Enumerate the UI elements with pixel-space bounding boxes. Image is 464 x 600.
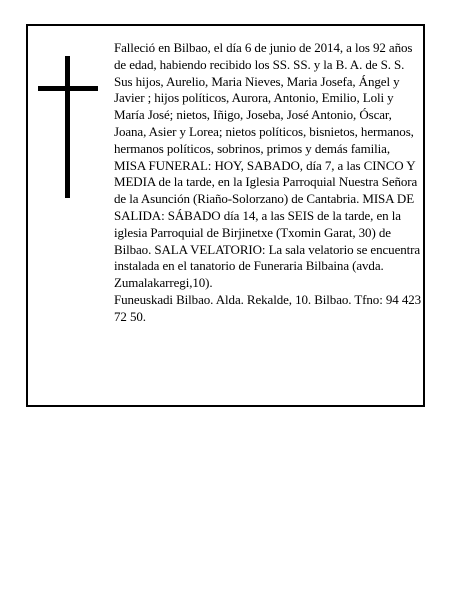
family-list: Sus hijos, Aurelio, Maria Nieves, Maria Josefa, Ángel y Javier ; hijos políticos, Aurora, Antonio, Emilio, Loli y María José; nietos, Iñigo, Joseba, José Antonio, Óscar, Joana, Asier y Lorea; nietos políticos, bisnietos, hermanos, hermanos políticos, sobrinos, primos y demás familia, <box>114 73 414 156</box>
obituary-notice <box>26 24 425 407</box>
cross-horizontal-bar <box>38 86 98 91</box>
ceremony-details: MISA FUNERAL: HOY, SABADO, día 7, a las CINCO Y MEDIA de la tarde, en la Iglesia Parroquial Nuestra Señora de la Asunción (Riaño-Solorzano) de Cantabria. MISA DE SALIDA: SÁBADO día 14, a las SEIS de la tarde, en la iglesia Parroquial de Birjinetxe (Txomin Garat, 30) de Bilbao. SALA VELATORIO: La sala velatorio se encuentra instalada en el tanatorio de Funeraria Bilbaina (avda. Zumalakarregi,10). <box>114 157 421 291</box>
funeral-home-contact: Funeuskadi Bilbao. Alda. Rekalde, 10. Bilbao. Tfno: 94 423 72 50. <box>114 291 422 324</box>
latin-cross-icon <box>38 56 98 198</box>
cross-vertical-bar <box>65 56 70 198</box>
death-announcement: Falleció en Bilbao, el día 6 de junio de 2014, a los 92 años de edad, habiendo recibido los SS. SS. y la B. A. de S. S. <box>114 40 413 72</box>
notice-body <box>114 40 426 326</box>
